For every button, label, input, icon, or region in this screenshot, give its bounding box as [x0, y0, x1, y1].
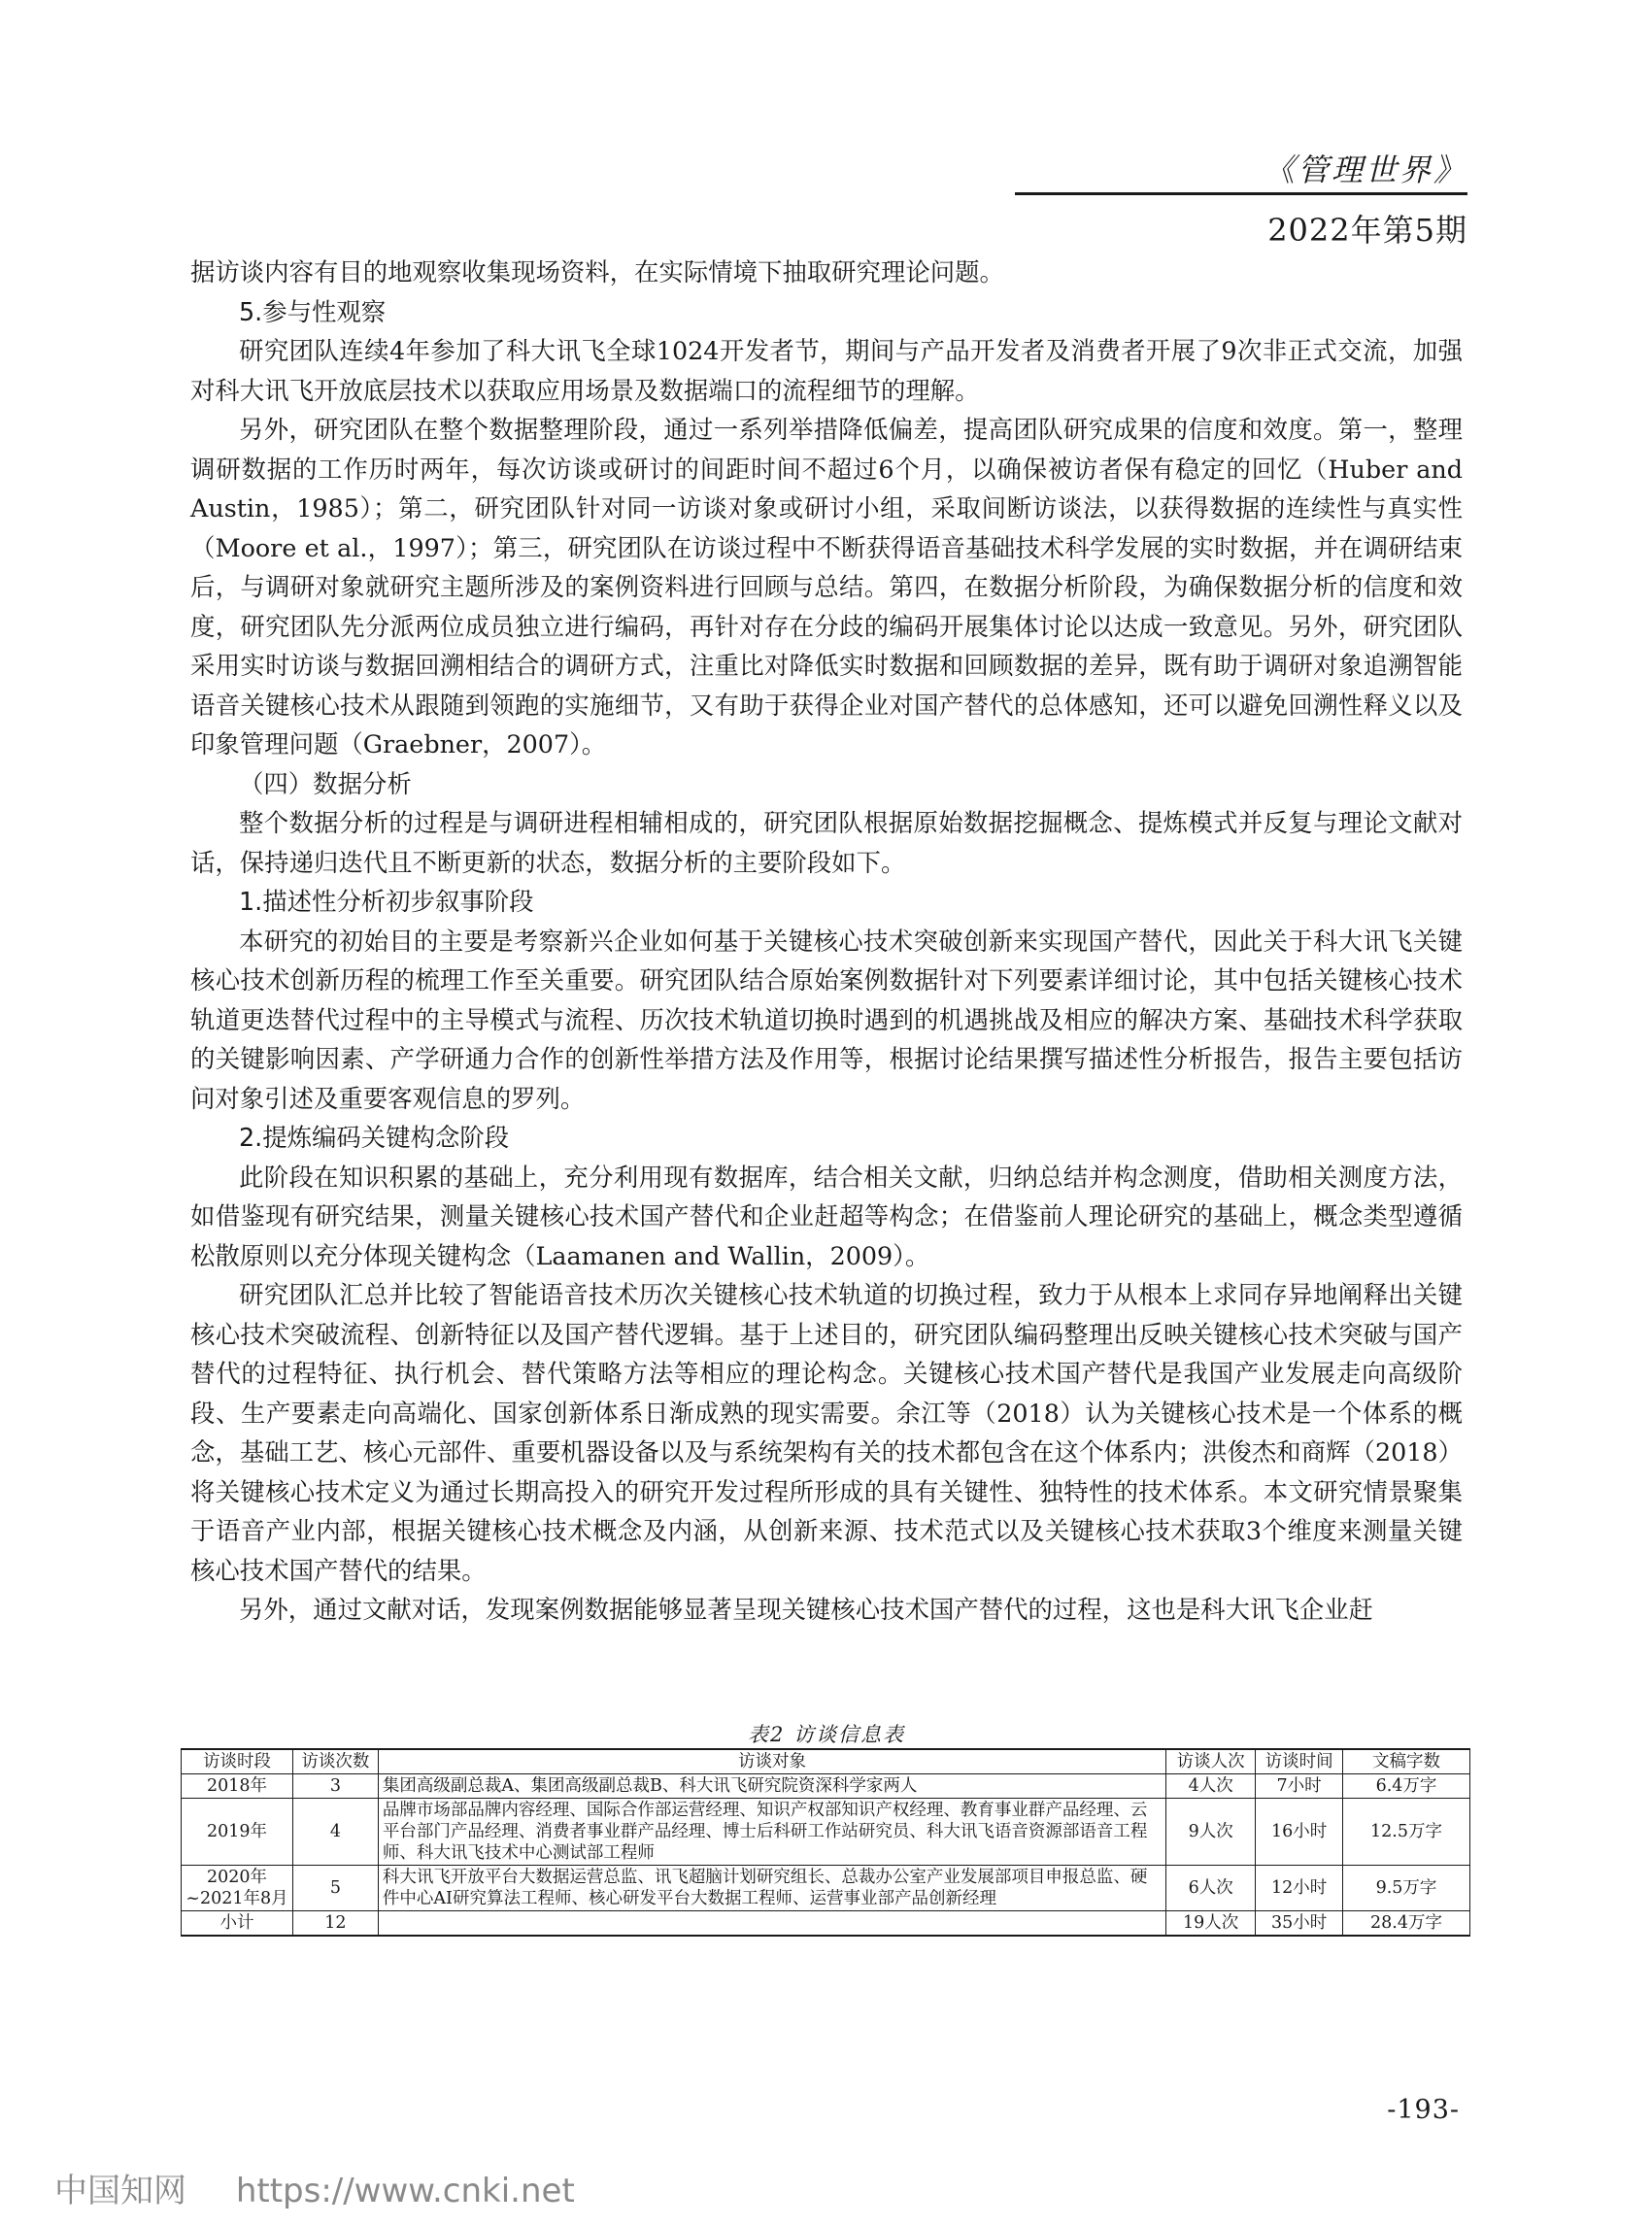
- watermark-url: https://www.cnki.net: [235, 2172, 575, 2210]
- table-header-row: [182, 1749, 1470, 1774]
- paragraph: 研究团队连续4年参加了科大讯飞全球1024开发者节，期间与产品开发者及消费者开展了9次非正式交流，加强对科大讯飞开放底层技术以获取应用场景及数据端口的流程细节的理解。: [190, 336, 1463, 405]
- journal-name: 《管理世界》: [1263, 152, 1467, 188]
- table-header-cell: 访谈时段: [182, 1749, 293, 1774]
- table-header-cell: 访谈时间: [1256, 1749, 1343, 1774]
- table-row: [182, 1799, 1470, 1866]
- table-row: [182, 1774, 1470, 1799]
- body-text: [190, 253, 1463, 1630]
- table-cell: 12小时: [1256, 1866, 1343, 1911]
- table-cell: 4: [292, 1799, 378, 1866]
- page-number: -193-: [1387, 2095, 1460, 2125]
- interview-info-table: [181, 1748, 1470, 1937]
- table-cell: 6.4万字: [1343, 1774, 1470, 1799]
- table-cell: 35小时: [1256, 1911, 1343, 1937]
- table-cell: 3: [292, 1774, 378, 1799]
- paragraph: 另外，研究团队在整个数据整理阶段，通过一系列举措降低偏差，提高团队研究成果的信度和效度。第一，整理调研数据的工作历时两年，每次访谈或研讨的间距时间不超过6个月，以确保被访者保有稳定的回忆（Huber and Austin，1985）；第二，研究团队针对同一访谈对象或研讨小组，采取间断访谈法，以获得数据的连续性与真实性（Moore et al.，1997）；第三，研究团队在访谈过程中不断获得语音基础技术科学发展的实时数据，并在调研结束后，与调研对象就研究主题所涉及的案例资料进行回顾与总结。第四，在数据分析阶段，为确保数据分析的信度和效度，研究团队先分派两位成员独立进行编码，再针对存在分歧的编码开展集体讨论以达成一致意见。另外，研究团队采用实时访谈与数据回溯相结合的调研方式，注重比对降低实时数据和回顾数据的差异，既有助于调研对象追溯智能语音关键核心技术从跟随到领跑的实施细节，又有助于获得企业对国产替代的总体感知，还可以避免回溯性释义以及印象管理问题（Graebner，2007）。: [190, 415, 1463, 759]
- table-cell: 科大讯飞开放平台大数据运营总监、讯飞超脑计划研究组长、总裁办公室产业发展部项目申报总监、硬件中心AI研究算法工程师、核心研发平台大数据工程师、运营事业部产品创新经理: [378, 1866, 1165, 1911]
- table-cell: 16小时: [1256, 1799, 1343, 1866]
- watermark-brand: 中国知网: [54, 2172, 186, 2210]
- header-rule: [1015, 192, 1467, 195]
- paragraph: 据访谈内容有目的地观察收集现场资料，在实际情境下抽取研究理论问题。: [190, 257, 1004, 287]
- table-cell: 4人次: [1166, 1774, 1256, 1799]
- section-heading: 5.参与性观察: [239, 296, 387, 326]
- table-cell: 9.5万字: [1343, 1866, 1470, 1911]
- table-header-cell: 访谈对象: [378, 1749, 1165, 1774]
- table-cell: 5: [292, 1866, 378, 1911]
- cnki-watermark: [54, 2164, 575, 2211]
- table-cell: 19人次: [1166, 1911, 1256, 1937]
- table-title: 表2 访谈信息表: [747, 1723, 906, 1746]
- paragraph: 整个数据分析的过程是与调研进程相辅相成的，研究团队根据原始数据挖掘概念、提炼模式并反复与理论文献对话，保持递归迭代且不断更新的状态，数据分析的主要阶段如下。: [190, 808, 1463, 877]
- table-cell: 12.5万字: [1343, 1799, 1470, 1866]
- paragraph: 研究团队汇总并比较了智能语音技术历次关键核心技术轨道的切换过程，致力于从根本上求同存异地阐释出关键核心技术突破流程、创新特征以及国产替代逻辑。基于上述目的，研究团队编码整理出反映关键核心技术突破与国产替代的过程特征、执行机会、替代策略方法等相应的理论构念。关键核心技术国产替代是我国产业发展走向高级阶段、生产要素走向高端化、国家创新体系日渐成熟的现实需要。余江等（2018）认为关键核心技术是一个体系的概念，基础工艺、核心元部件、重要机器设备以及与系统架构有关的技术都包含在这个体系内；洪俊杰和商辉（2018）将关键核心技术定义为通过长期高投入的研究开发过程所形成的具有关键性、独特性的技术体系。本文研究情景聚集于语音产业内部，根据关键核心技术概念及内涵，从创新来源、技术范式以及关键核心技术获取3个维度来测量关键核心技术国产替代的结果。: [190, 1280, 1463, 1585]
- table-cell: [378, 1911, 1165, 1937]
- table-cell: 6人次: [1166, 1866, 1256, 1911]
- table-cell: 2020年~2021年8月: [182, 1866, 293, 1911]
- table-cell: 小计: [182, 1911, 293, 1937]
- issue-label: 2022年第5期: [1267, 212, 1467, 249]
- table-cell: 7小时: [1256, 1774, 1343, 1799]
- paragraph: 此阶段在知识积累的基础上，充分利用现有数据库，结合相关文献，归纳总结并构念测度，借助相关测度方法，如借鉴现有研究结果，测量关键核心技术国产替代和企业赶超等构念；在借鉴前人理论研究的基础上，概念类型遵循松散原则以充分体现关键构念（Laamanen and Wallin，2009）。: [190, 1162, 1463, 1270]
- paragraph: 另外，通过文献对话，发现案例数据能够显著呈现关键核心技术国产替代的过程，这也是科大讯飞企业赶: [239, 1595, 1373, 1624]
- table-cell: 集团高级副总裁A、集团高级副总裁B、科大讯飞研究院资深科学家两人: [378, 1774, 1165, 1799]
- table-cell: 12: [292, 1911, 378, 1937]
- table-cell: 2019年: [182, 1799, 293, 1866]
- table-cell: 品牌市场部品牌内容经理、国际合作部运营经理、知识产权部知识产权经理、教育事业群产品经理、云平台部门产品经理、消费者事业群产品经理、博士后科研工作站研究员、科大讯飞语音资源部语音工程师、科大讯飞技术中心测试部工程师: [378, 1799, 1165, 1866]
- table-header-cell: 文稿字数: [1343, 1749, 1470, 1774]
- paragraph: 本研究的初始目的主要是考察新兴企业如何基于关键核心技术突破创新来实现国产替代，因此关于科大讯飞关键核心技术创新历程的梳理工作至关重要。研究团队结合原始案例数据针对下列要素详细讨论，其中包括关键核心技术轨道更迭替代过程中的主导模式与流程、历次技术轨道切换时遇到的机遇挑战及相应的解决方案、基础技术科学获取的关键影响因素、产学研通力合作的创新性举措方法及作用等，根据讨论结果撰写描述性分析报告，报告主要包括访问对象引述及重要客观信息的罗列。: [190, 926, 1463, 1113]
- table-row: [182, 1866, 1470, 1911]
- section-heading: 1.描述性分析初步叙事阶段: [239, 887, 534, 916]
- table-cell: 28.4万字: [1343, 1911, 1470, 1937]
- section-heading: 2.提炼编码关键构念阶段: [239, 1123, 510, 1152]
- table-row-subtotal: [182, 1911, 1470, 1937]
- section-heading: （四）数据分析: [239, 768, 412, 798]
- table-cell: 2018年: [182, 1774, 293, 1799]
- table-cell: 9人次: [1166, 1799, 1256, 1866]
- table-header-cell: 访谈次数: [292, 1749, 378, 1774]
- table-header-cell: 访谈人次: [1166, 1749, 1256, 1774]
